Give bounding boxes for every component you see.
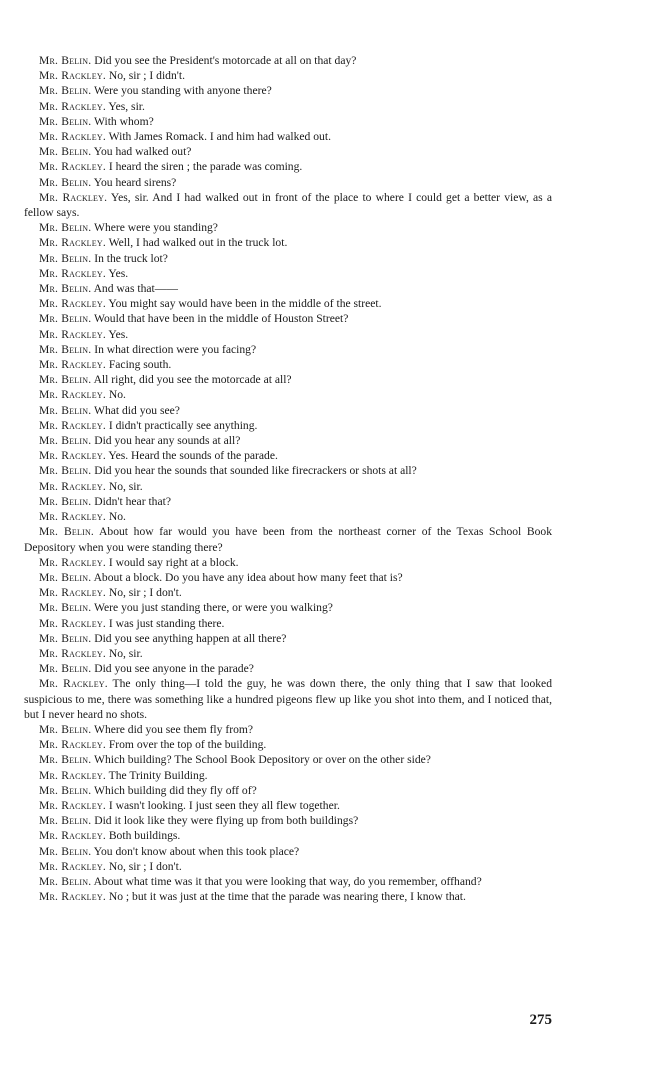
- speaker-name: Mr. Rackley.: [39, 297, 106, 311]
- transcript-line: [24, 144, 552, 159]
- speech-text: You had walked out?: [93, 145, 192, 159]
- speech-text: The Trinity Building.: [108, 768, 208, 782]
- speaker-name: Mr. Belin.: [39, 403, 92, 417]
- transcript-line: [24, 266, 552, 281]
- speech-text: Yes.: [108, 266, 129, 280]
- transcript-line: [24, 646, 552, 661]
- speaker-name: Mr. Belin.: [39, 631, 92, 645]
- transcript-line: [24, 768, 552, 783]
- speaker-name: Mr. Rackley.: [39, 768, 106, 782]
- speaker-name: Mr. Belin.: [39, 54, 92, 67]
- transcript-line: [24, 752, 552, 767]
- speaker-name: Mr. Belin.: [39, 814, 92, 828]
- speech-text: No, sir ; I didn't.: [108, 69, 185, 83]
- speech-text: Well, I had walked out in the truck lot.: [108, 236, 288, 250]
- speech-text: No, sir ; I don't.: [108, 859, 182, 873]
- speaker-name: Mr. Rackley.: [39, 555, 106, 569]
- transcript-line: [24, 828, 552, 843]
- transcript-line: [24, 99, 552, 114]
- speech-text: You might say would have been in the middle of the street.: [108, 297, 382, 311]
- speech-text: Did you see anyone in the parade?: [94, 662, 254, 676]
- speaker-name: Mr. Rackley.: [39, 69, 106, 83]
- transcript-line: [24, 357, 552, 372]
- transcript-line: [24, 813, 552, 828]
- speech-text: No, sir.: [108, 479, 143, 493]
- transcript-line: [24, 676, 552, 722]
- transcript-line: [24, 844, 552, 859]
- transcript-line: [24, 68, 552, 83]
- speaker-name: Mr. Rackley.: [39, 738, 106, 752]
- transcript-line: [24, 448, 552, 463]
- speaker-name: Mr. Belin.: [39, 145, 92, 159]
- speaker-name: Mr. Rackley.: [39, 798, 106, 812]
- speaker-name: Mr. Rackley.: [39, 388, 106, 402]
- speech-text: Did you hear the sounds that sounded like firecrackers or shots at all?: [94, 464, 417, 478]
- transcript-line: [24, 524, 552, 554]
- transcript-line: [24, 433, 552, 448]
- speech-text: About what time was it that you were looking that way, do you remember, offhand?: [93, 874, 482, 888]
- speech-text: All right, did you see the motorcade at all?: [93, 373, 292, 387]
- speaker-name: Mr. Belin.: [39, 312, 92, 326]
- transcript-line: [24, 114, 552, 129]
- speaker-name: Mr. Belin.: [39, 601, 92, 615]
- speaker-name: Mr. Rackley.: [39, 99, 106, 113]
- transcript-line: [24, 798, 552, 813]
- speaker-name: Mr. Belin.: [39, 221, 92, 235]
- speaker-name: Mr. Belin.: [39, 570, 92, 584]
- transcript-line: [24, 889, 552, 904]
- transcript-line: [24, 722, 552, 737]
- speech-text: Did you hear any sounds at all?: [94, 434, 241, 448]
- speech-text: I didn't practically see anything.: [108, 418, 258, 432]
- transcript-line: [24, 403, 552, 418]
- speech-text: What did you see?: [94, 403, 180, 417]
- speech-text: In what direction were you facing?: [94, 342, 257, 356]
- transcript-line: [24, 53, 552, 68]
- speaker-name: Mr. Rackley.: [39, 510, 106, 524]
- speech-text: I would say right at a block.: [108, 555, 239, 569]
- transcript-line: [24, 616, 552, 631]
- speaker-name: Mr. Rackley.: [39, 160, 106, 174]
- speech-text: Did you see anything happen at all there?: [94, 631, 287, 645]
- speech-text: Facing south.: [108, 358, 172, 372]
- speaker-name: Mr. Belin.: [39, 464, 92, 478]
- transcript-line: [24, 737, 552, 752]
- speech-text: No.: [108, 388, 126, 402]
- speaker-name: Mr. Rackley.: [39, 646, 106, 660]
- speech-text: Didn't hear that?: [94, 494, 171, 508]
- speaker-name: Mr. Belin.: [39, 753, 92, 767]
- speech-text: Did you see the President's motorcade at all on that day?: [94, 54, 357, 67]
- speech-text: With James Romack. I and him had walked out.: [108, 130, 331, 144]
- transcript-line: [24, 251, 552, 266]
- speech-text: Were you just standing there, or were you walking?: [94, 601, 333, 615]
- speaker-name: Mr. Belin.: [39, 874, 92, 888]
- transcript-line: [24, 83, 552, 98]
- transcript-line: [24, 783, 552, 798]
- speech-text: The only thing—I told the guy, he was down there, the only thing that I saw that looked suspicious to me, there was something like a hundred pigeons flew up like you shot into them, and I noticed that, but I never heard no shots.: [24, 677, 552, 721]
- transcript-line: [24, 494, 552, 509]
- transcript-line: [24, 387, 552, 402]
- transcript-line: [24, 175, 552, 190]
- speaker-name: Mr. Belin.: [39, 373, 92, 387]
- transcript-line: [24, 372, 552, 387]
- speech-text: And was that——: [93, 282, 178, 296]
- speech-text: No ; but it was just at the time that the parade was nearing there, I know that.: [108, 890, 466, 904]
- transcript-line: [24, 463, 552, 478]
- speech-text: Were you standing with anyone there?: [94, 84, 272, 98]
- transcript-line: [24, 585, 552, 600]
- speaker-name: Mr. Rackley.: [39, 859, 106, 873]
- speech-text: I heard the siren ; the parade was coming.: [108, 160, 303, 174]
- speech-text: You don't know about when this took place?: [93, 844, 300, 858]
- transcript-line: [24, 159, 552, 174]
- speaker-name: Mr. Belin.: [39, 844, 92, 858]
- speech-text: Yes.: [108, 327, 129, 341]
- speaker-name: Mr. Belin.: [39, 662, 92, 676]
- transcript-line: [24, 129, 552, 144]
- speaker-name: Mr. Rackley.: [39, 829, 106, 843]
- speaker-name: Mr. Rackley.: [39, 358, 106, 372]
- transcript-line: [24, 342, 552, 357]
- transcript-line: [24, 327, 552, 342]
- transcript-line: [24, 296, 552, 311]
- speaker-name: Mr. Belin.: [39, 783, 92, 797]
- speech-text: I was just standing there.: [108, 616, 225, 630]
- speaker-name: Mr. Belin.: [39, 342, 92, 356]
- speaker-name: Mr. Belin.: [39, 722, 92, 736]
- speaker-name: Mr. Rackley.: [39, 586, 106, 600]
- speech-text: Yes, sir.: [108, 99, 145, 113]
- speaker-name: Mr. Rackley.: [39, 449, 106, 463]
- speaker-name: Mr. Rackley.: [39, 190, 108, 204]
- speech-text: In the truck lot?: [94, 251, 168, 265]
- speaker-name: Mr. Rackley.: [39, 677, 108, 691]
- transcript-line: [24, 631, 552, 646]
- speaker-name: Mr. Belin.: [39, 251, 92, 265]
- transcript-line: [24, 509, 552, 524]
- speech-text: Both buildings.: [108, 829, 181, 843]
- speaker-name: Mr. Belin.: [39, 282, 92, 296]
- speech-text: Which building? The School Book Depository or over on the other side?: [94, 753, 431, 767]
- transcript-line: [24, 600, 552, 615]
- speaker-name: Mr. Belin.: [39, 525, 95, 539]
- speaker-name: Mr. Belin.: [39, 114, 92, 128]
- speech-text: No, sir.: [108, 646, 143, 660]
- speaker-name: Mr. Belin.: [39, 175, 92, 189]
- transcript-line: [24, 859, 552, 874]
- transcript-line: [24, 418, 552, 433]
- transcript-line: [24, 281, 552, 296]
- speaker-name: Mr. Rackley.: [39, 616, 106, 630]
- speaker-name: Mr. Rackley.: [39, 418, 106, 432]
- speech-text: Where were you standing?: [94, 221, 218, 235]
- transcript-line: [24, 235, 552, 250]
- speech-text: About how far would you have been from the northeast corner of the Texas School Book Depository when you were standing there?: [24, 525, 553, 554]
- speech-text: Yes. Heard the sounds of the parade.: [108, 449, 278, 463]
- speech-text: I wasn't looking. I just seen they all flew together.: [108, 798, 340, 812]
- speaker-name: Mr. Rackley.: [39, 236, 106, 250]
- speech-text: From over the top of the building.: [108, 738, 267, 752]
- transcript-line: [24, 479, 552, 494]
- speech-text: Would that have been in the middle of Houston Street?: [94, 312, 349, 326]
- transcript-line: [24, 874, 552, 889]
- transcript-line: [24, 661, 552, 676]
- speech-text: Yes, sir. And I had walked out in front of the place to where I could get a better view, as a fellow says.: [24, 190, 552, 220]
- speaker-name: Mr. Rackley.: [39, 130, 106, 144]
- page-number: 275: [529, 1012, 552, 1028]
- speech-text: Where did you see them fly from?: [94, 722, 254, 736]
- speaker-name: Mr. Rackley.: [39, 890, 106, 904]
- speech-text: No.: [108, 510, 126, 524]
- speaker-name: Mr. Rackley.: [39, 479, 106, 493]
- transcript-line: [24, 190, 552, 220]
- speech-text: About a block. Do you have any idea about how many feet that is?: [93, 570, 403, 584]
- transcript-page: [24, 53, 552, 904]
- speech-text: With whom?: [94, 114, 154, 128]
- speaker-name: Mr. Rackley.: [39, 266, 106, 280]
- speech-text: Which building did they fly off of?: [94, 783, 257, 797]
- speech-text: No, sir ; I don't.: [108, 586, 182, 600]
- speaker-name: Mr. Belin.: [39, 494, 92, 508]
- transcript-line: [24, 311, 552, 326]
- speech-text: Did it look like they were flying up from both buildings?: [94, 814, 359, 828]
- speaker-name: Mr. Rackley.: [39, 327, 106, 341]
- transcript-line: [24, 555, 552, 570]
- transcript-line: [24, 220, 552, 235]
- speaker-name: Mr. Belin.: [39, 434, 92, 448]
- speaker-name: Mr. Belin.: [39, 84, 92, 98]
- speech-text: You heard sirens?: [93, 175, 177, 189]
- transcript-line: [24, 570, 552, 585]
